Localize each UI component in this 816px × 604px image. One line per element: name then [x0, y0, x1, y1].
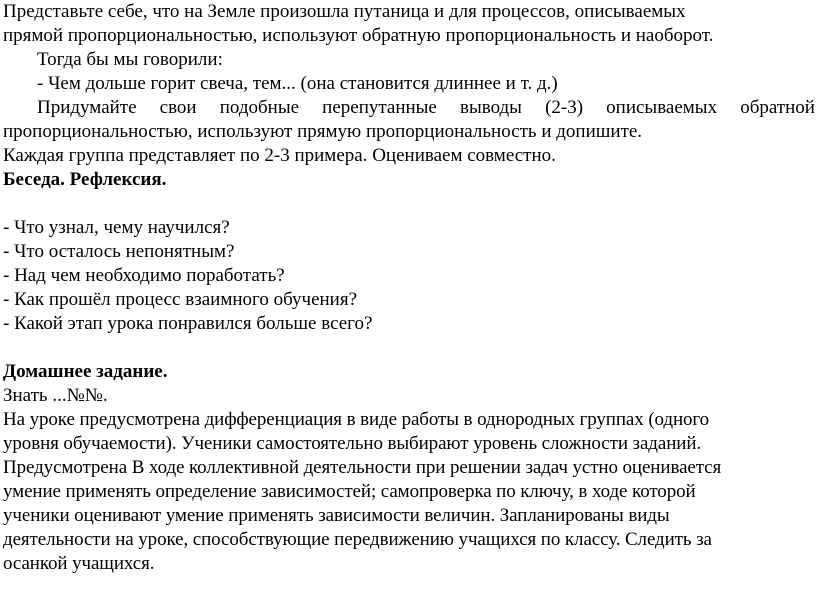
invent-word: подобные [219, 97, 300, 118]
reflection-question: - Какой этап урока понравился больше всего? [3, 313, 373, 334]
homework-text-line: уровня обучаемости). Ученики самостоятельно выбирают уровень сложности заданий. [3, 433, 702, 454]
homework-heading: Домашнее задание. [3, 361, 168, 382]
invent-word: выводы [459, 97, 522, 118]
homework-text-line: деятельности на уроке, способствующие передвижению учащихся по классу. Следить за [3, 529, 712, 550]
candle-example-line: - Чем дольше горит свеча, тем... (она становится длиннее и т. д.) [37, 73, 558, 94]
spacer [3, 336, 815, 360]
homework-text-line: Предусмотрена В ходе коллективной деятельности при решении задач устно оценивается [3, 457, 722, 478]
homework-know-line: Знать ...№№. [3, 385, 108, 406]
reflection-question: - Что узнал, чему научился? [3, 217, 230, 238]
reflection-question: - Над чем необходимо поработать? [3, 265, 285, 286]
invent-word: Придумайте [37, 97, 137, 118]
reflection-heading: Беседа. Рефлексия. [3, 169, 167, 190]
reflection-question: - Как прошёл процесс взаимного обучения? [3, 289, 358, 310]
group-text-line: Каждая группа представляет по 2-3 примера. Оцениваем совместно. [3, 145, 556, 166]
invent-text-line-1 [3, 96, 815, 120]
reflection-question: - Что осталось непонятным? [3, 241, 235, 262]
homework-text-line: умение применять определение зависимостей; самопроверка по ключу, в ходе которой [3, 481, 696, 502]
intro-text-line-1: Представьте себе, что на Земле произошла путаница и для процессов, описываемых [3, 1, 686, 22]
invent-word: описываемых [606, 97, 718, 118]
document-page [3, 0, 815, 576]
homework-text-line: осанкой учащихся. [3, 553, 155, 574]
intro-text-line-2: прямой пропорциональностью, используют обратную пропорциональность и наоборот. [3, 25, 714, 46]
said-text-line: Тогда бы мы говорили: [37, 49, 223, 70]
invent-word: обратной [740, 97, 815, 118]
invent-word: перепутанные [322, 97, 437, 118]
invent-text-line-2: пропорциональностью, используют прямую пропорциональность и допишите. [3, 121, 643, 142]
homework-text-line: ученики оценивают умение применять зависимости величин. Запланированы виды [3, 505, 670, 526]
spacer [3, 192, 815, 216]
invent-word: свои [159, 97, 197, 118]
homework-text-line: На уроке предусмотрена дифференциация в виде работы в однородных группах (одного [3, 409, 710, 430]
invent-word: (2-3) [545, 97, 584, 118]
